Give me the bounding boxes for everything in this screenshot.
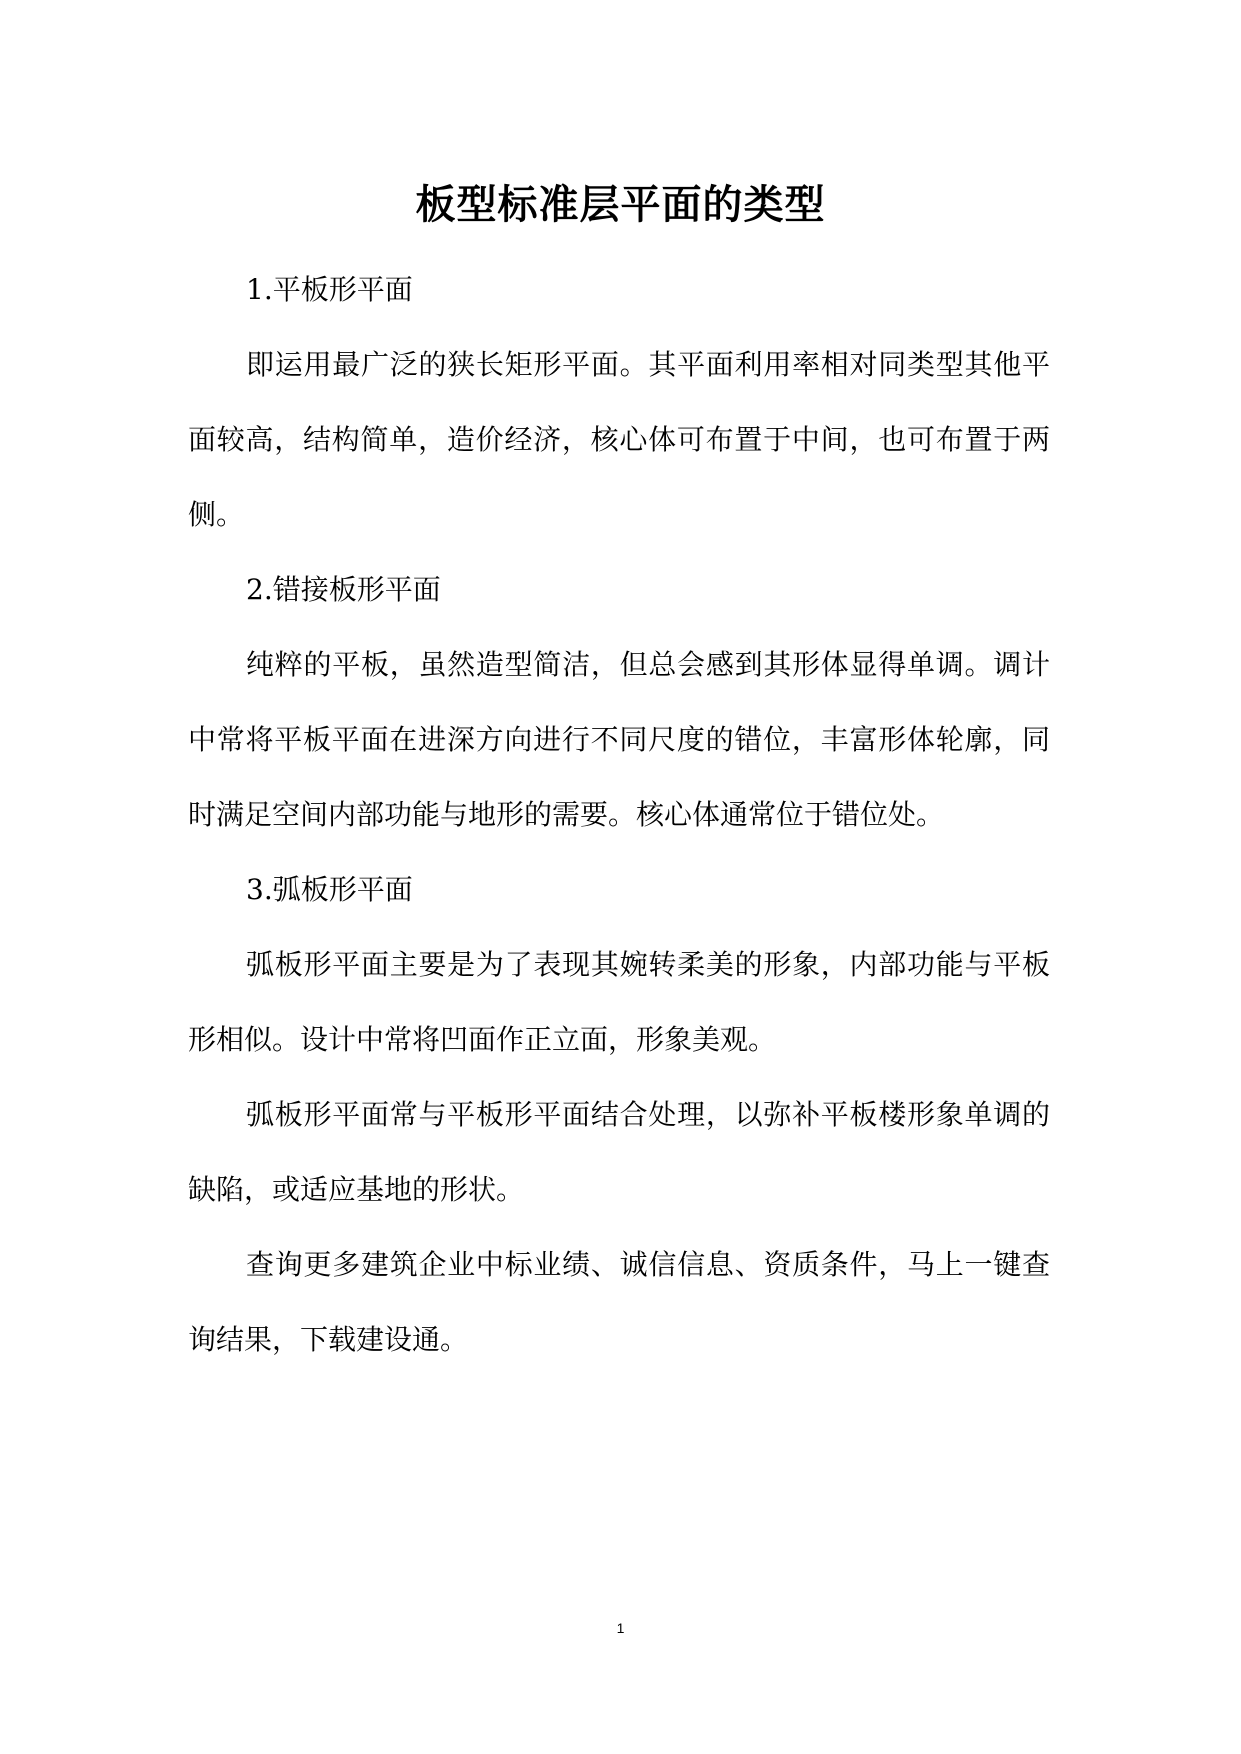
section-heading-3: 3.弧板形平面 — [246, 873, 413, 906]
paragraph: 纯粹的平板，虽然造型简洁，但总会感到其形体显得单调。调计中常将平板平面在进深方向进行不同尺度的错位，丰富形体轮廓，同时满足空间内部功能与地形的需要。核心体通常位于错位处。 — [188, 648, 1050, 831]
paragraph: 查询更多建筑企业中标业绩、诚信信息、资质条件，马上一键查询结果，下载建设通。 — [188, 1248, 1050, 1356]
page-number: 1 — [616, 1620, 625, 1636]
paragraph: 即运用最广泛的狭长矩形平面。其平面利用率相对同类型其他平面较高，结构简单，造价经济，核心体可布置于中间，也可布置于两侧。 — [188, 348, 1050, 531]
section-heading-2: 2.错接板形平面 — [246, 573, 441, 606]
paragraph: 弧板形平面常与平板形平面结合处理，以弥补平板楼形象单调的缺陷，或适应基地的形状。 — [188, 1098, 1050, 1206]
document-title: 板型标准层平面的类型 — [415, 180, 826, 228]
section-heading-1: 1.平板形平面 — [246, 273, 413, 306]
document-body — [188, 252, 1050, 1377]
paragraph: 弧板形平面主要是为了表现其婉转柔美的形象，内部功能与平板形相似。设计中常将凹面作正立面，形象美观。 — [188, 948, 1050, 1056]
